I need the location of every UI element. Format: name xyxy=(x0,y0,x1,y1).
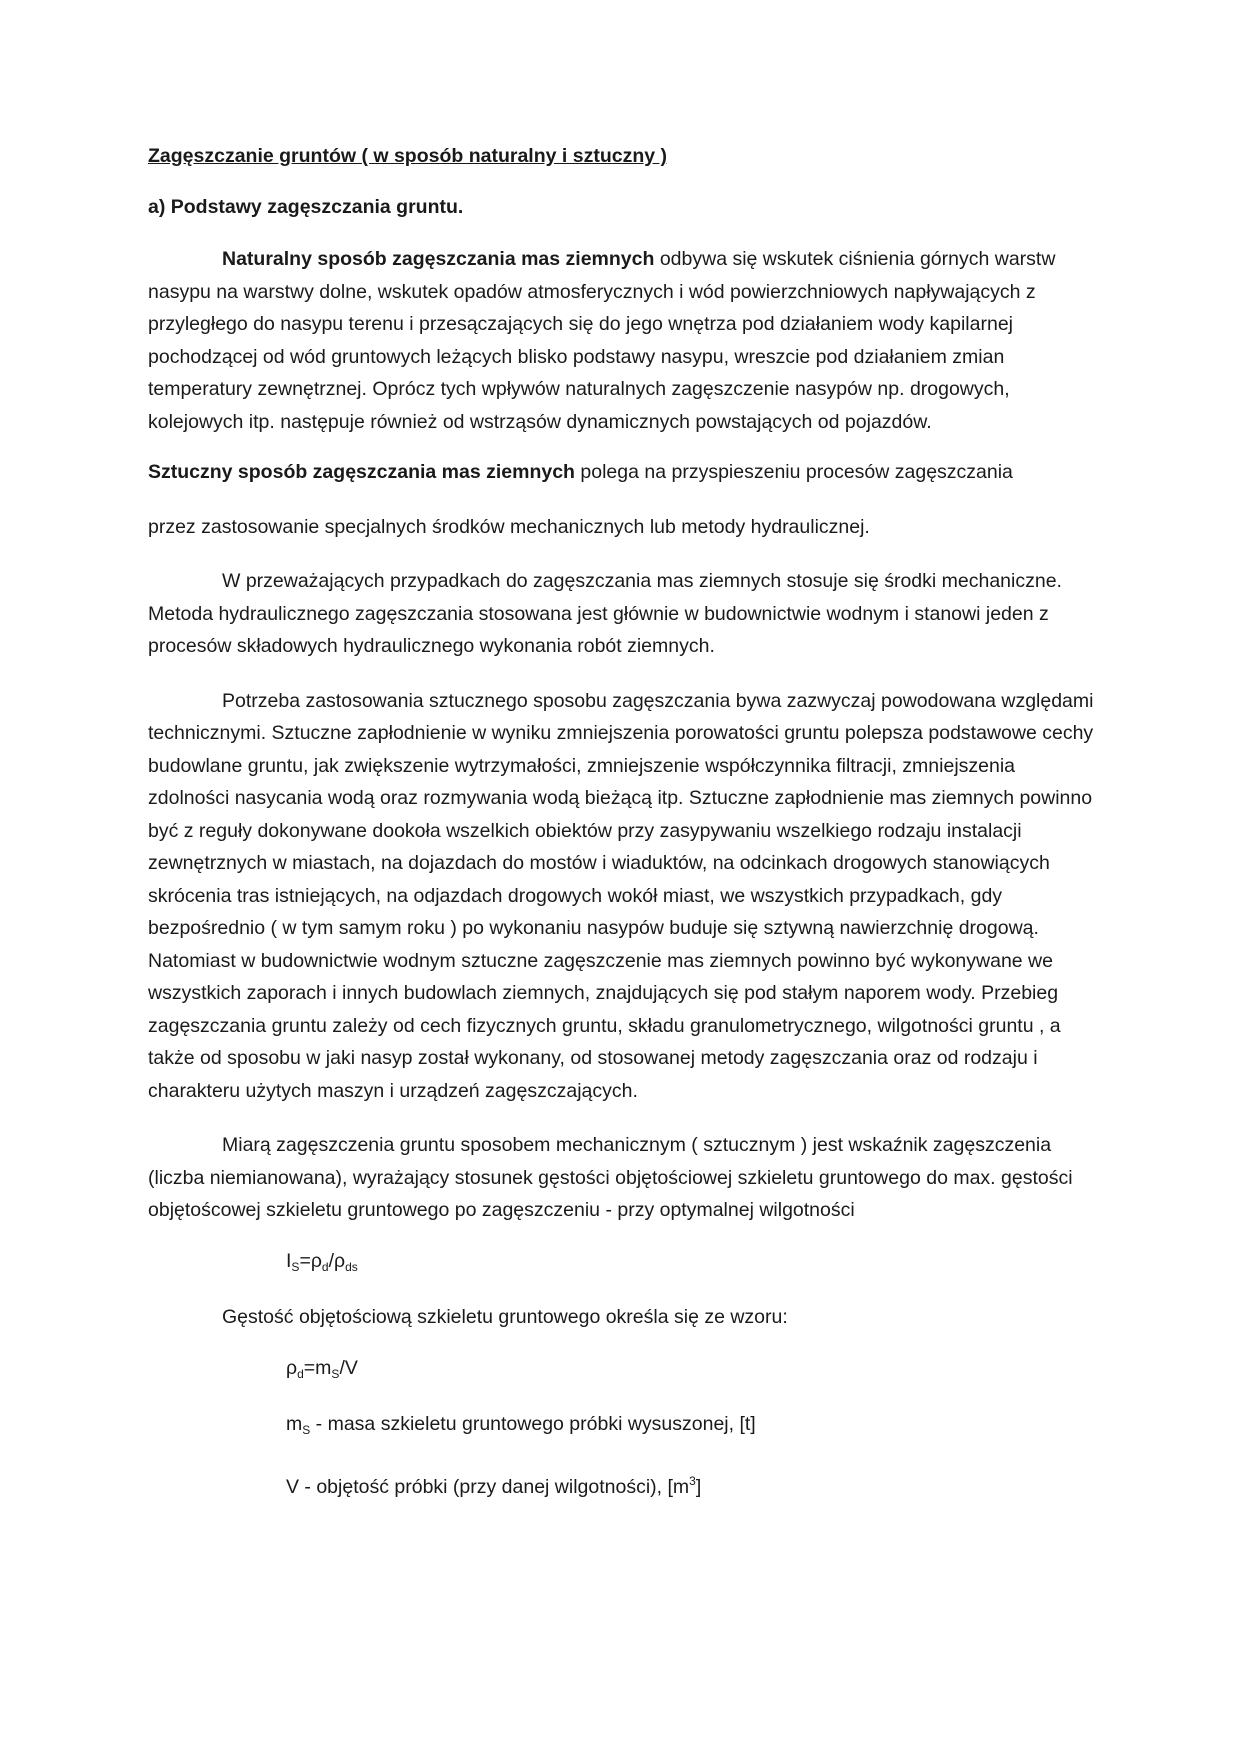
paragraph-text: polega na przyspieszeniu procesów zagęszczania xyxy=(574,461,1013,483)
paragraph-technical-reasons: Potrzeba zastosowania sztucznego sposobu zagęszczania bywa zazwyczaj powodowana względami technicznymi. Sztuczne zapłodnienie w wyniku zmniejszenia porowatości gruntu polepsza podstawowe cechy budowlane gruntu, jak zwiększenie wytrzymałości, zmniejszenie współczynnika filtracji, zmniejszenia zdolności nasycania wodą oraz rozmywania wodą bieżącą itp. Sztuczne zapłodnienie mas ziemnych powinno być z reguły dokonywane dookoła wszelkich obiektów przy zasypywaniu wszelkiego rodzaju instalacji zewnętrznych w miastach, na dojazdach do mostów i wiaduktów, na odcinkach drogowych stanowiących skrócenia tras istniejących, na odjazdach drogowych wokół miast, we wszystkich przypadkach, gdy bezpośrednio ( w tym samym roku ) po wykonaniu nasypów buduje się sztywną nawierzchnię drogową. Natomiast w budownictwie wodnym sztuczne zagęszczenie mas ziemnych powinno być wykonywane we wszystkich zaporach i innych budowlach ziemnych, znajdujących się pod stałym naporem wody. Przebieg zagęszczania gruntu zależy od cech fizycznych gruntu, składu granulometrycznego, wilgotności gruntu , a także od sposobu w jaki nasyp został wykonany, od stosowanej metody zagęszczania oraz od rodzaju i charakteru użytych maszyn i urządzeń zagęszczających. xyxy=(148,689,1094,1102)
paragraph-artificial-compaction xyxy=(148,456,1098,489)
page-title: Zagęszczanie gruntów ( w sposób naturalny i sztuczny ) xyxy=(148,145,667,167)
formula-compaction-index: $I_S=\rho_d/\rho_{ds}$ xyxy=(286,1249,358,1274)
formula-bulk-density: $\rho_d=m_S/V$ xyxy=(286,1356,358,1381)
paragraph-text: odbywa się wskutek ciśnienia górnych warstw nasypu na warstwy dolne, wskutek opadów atmosferycznych i wód powierzchniowych napływających z przyległego do nasypu terenu i przesączających się do jego wnętrza pod działaniem wody kapilarnej pochodzącej od wód gruntowych leżących blisko podstawy nasypu, wreszcie pod działaniem zmian temperatury zewnętrznej. Oprócz tych wpływów naturalnych zagęszczenie nasypów np. drogowych, kolejowych itp. następuje również od wstrząsów dynamicznych powstających od pojazdów. xyxy=(148,248,1056,433)
bold-term-natural: Naturalny sposób zagęszczania mas ziemnych xyxy=(222,248,655,270)
formula-label: Gęstość objętościową szkieletu gruntowego określa się ze wzoru: xyxy=(222,1306,788,1328)
paragraph-mechanical-means: przez zastosowanie specjalnych środków mechanicznych lub metody hydraulicznej. xyxy=(148,515,870,538)
paragraph-compaction-index: Miarą zagęszczenia gruntu sposobem mechanicznym ( sztucznym ) jest wskaźnik zagęszczenia (liczba niemianowana), wyrażający stosunek gęstości objętościowej szkieletu gruntowego do max. gęstości objętoścowej szkieletu gruntowego po zagęszczeniu - przy optymalnej wilgotności xyxy=(148,1134,1073,1221)
definition-v: V - objętość próbki (przy danej wilgotności), $[m^3]$ xyxy=(286,1473,702,1498)
document-page xyxy=(148,140,1098,1503)
bold-term-artificial: Sztuczny sposób zagęszczania mas ziemnych xyxy=(148,461,575,483)
paragraph-natural-compaction xyxy=(148,243,1098,438)
definition-ms: $m_S$ - masa szkieletu gruntowego próbki wysuszonej, [t] xyxy=(286,1413,756,1437)
paragraph-hydraulic-method: W przeważających przypadkach do zagęszczania mas ziemnych stosuje się środki mechaniczne. Metoda hydraulicznego zagęszczania stosowana jest głównie w budownictwie wodnym i stanowi jeden z procesów składowych hydraulicznego wykonania robót ziemnych. xyxy=(148,570,1062,657)
section-heading-a: a) Podstawy zagęszczania gruntu. xyxy=(148,195,464,218)
